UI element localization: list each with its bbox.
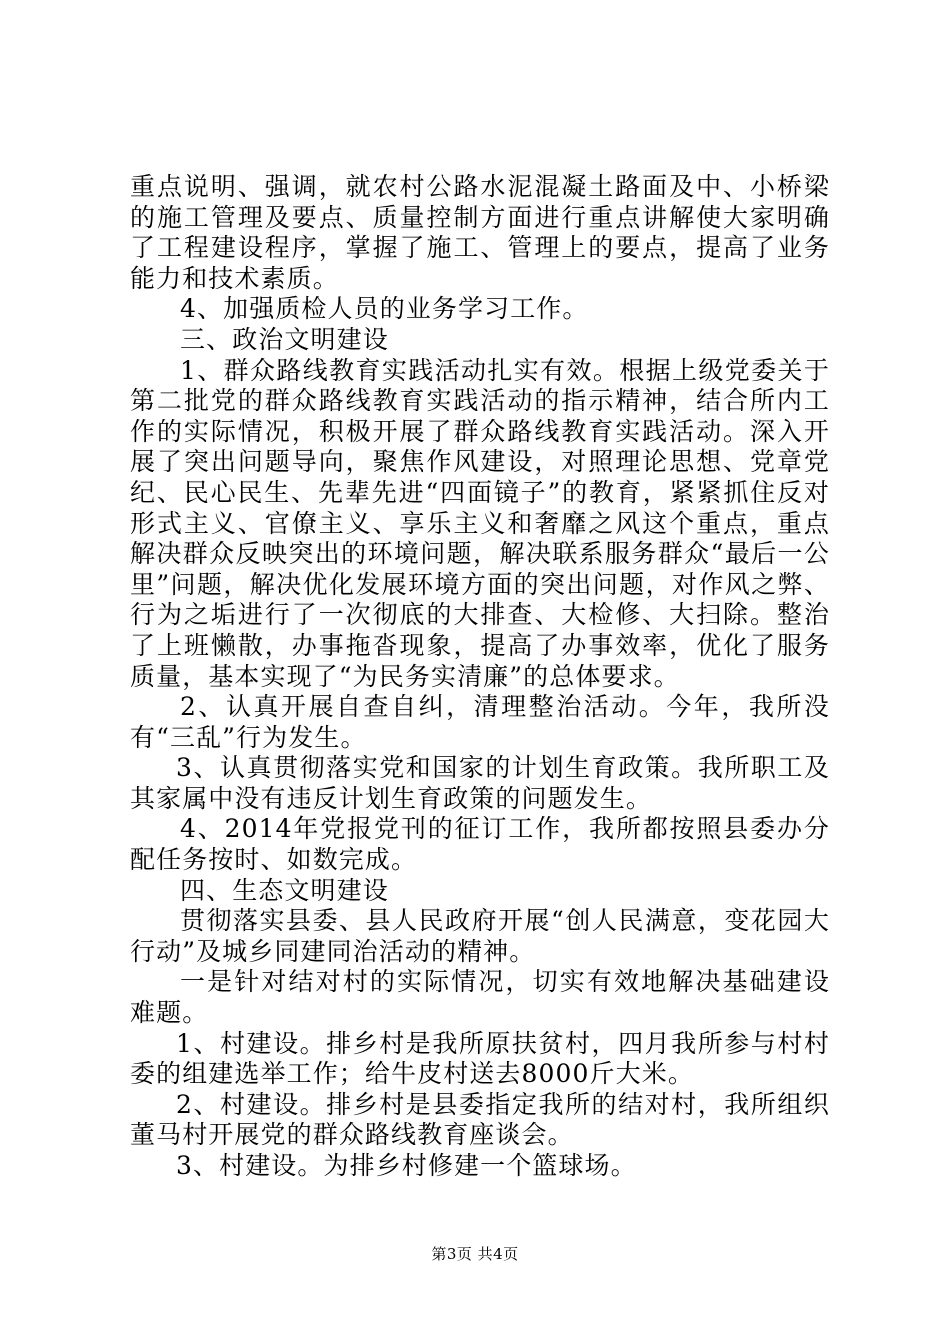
paragraph-village-item-2: 2、村建设。排乡村是县委指定我所的结对村，我所组织董马村开展党的群众路线教育座谈会。 <box>130 1089 830 1150</box>
paragraph-village-item-3: 3、村建设。为排乡村修建一个篮球场。 <box>176 1151 637 1180</box>
paragraph-item-4-quality-training: 4、加强质检人员的业务学习工作。 <box>180 294 589 324</box>
document-body <box>130 172 830 1182</box>
section-heading-ecological: 四、生态文明建设 <box>180 875 389 905</box>
paragraph-item-2-self-inspection: 2、认真开展自查自纠，清理整治活动。今年，我所没有“三乱”行为发生。 <box>130 692 830 752</box>
paragraph-village-item-1: 1、村建设。排乡村是我所原扶贫村，四月我所参与村村委的组建选举工作；给牛皮村送去8000斤大米。 <box>130 1028 830 1089</box>
page-number-footer: 第3页 共4页 <box>431 1245 519 1263</box>
paragraph-item-3-family-planning: 3、认真贯彻落实党和国家的计划生育政策。我所职工及其家属中没有违反计划生育政策的问题发生。 <box>130 753 830 813</box>
paragraph-item-1-mass-line: 1、群众路线教育实践活动扎实有效。根据上级党委关于第二批党的群众路线教育实践活动的指示精神，结合所内工作的实际情况，积极开展了群众路线教育实践活动。深入开展了突出问题导向，聚焦作风建设，对照理论思想、党章党纪、民心民生、先辈先进“四面镜子”的教育，紧紧抓住反对形式主义、官僚主义、享乐主义和奢靡之风这个重点，重点解决群众反映突出的环境问题，解决联系服务群众“最后一公里”问题，解决优化发展环境方面的突出问题，对作风之弊、行为之垢进行了一次彻底的大排查、大检修、大扫除。整治了上班懒散，办事拖沓现象，提高了办事效率，优化了服务质量，基本实现了“为民务实清廉”的总体要求。 <box>130 355 830 691</box>
paragraph-item-4-subscription: 4、2014年党报党刊的征订工作，我所都按照县委办分配任务按时、如数完成。 <box>130 814 830 875</box>
paragraph-ecological-intro: 贯彻落实县委、县人民政府开展“创人民满意，变花园大行动”及城乡同建同治活动的精神。 <box>130 906 830 966</box>
section-heading-political: 三、政治文明建设 <box>180 324 389 354</box>
paragraph-continuation: 重点说明、强调，就农村公路水泥混凝土路面及中、小桥梁的施工管理及要点、质量控制方面进行重点讲解使大家明确了工程建设程序，掌握了施工、管理上的要点，提高了业务能力和技术素质。 <box>130 172 830 293</box>
paragraph-paired-village: 一是针对结对村的实际情况，切实有效地解决基础建设难题。 <box>130 967 830 1028</box>
